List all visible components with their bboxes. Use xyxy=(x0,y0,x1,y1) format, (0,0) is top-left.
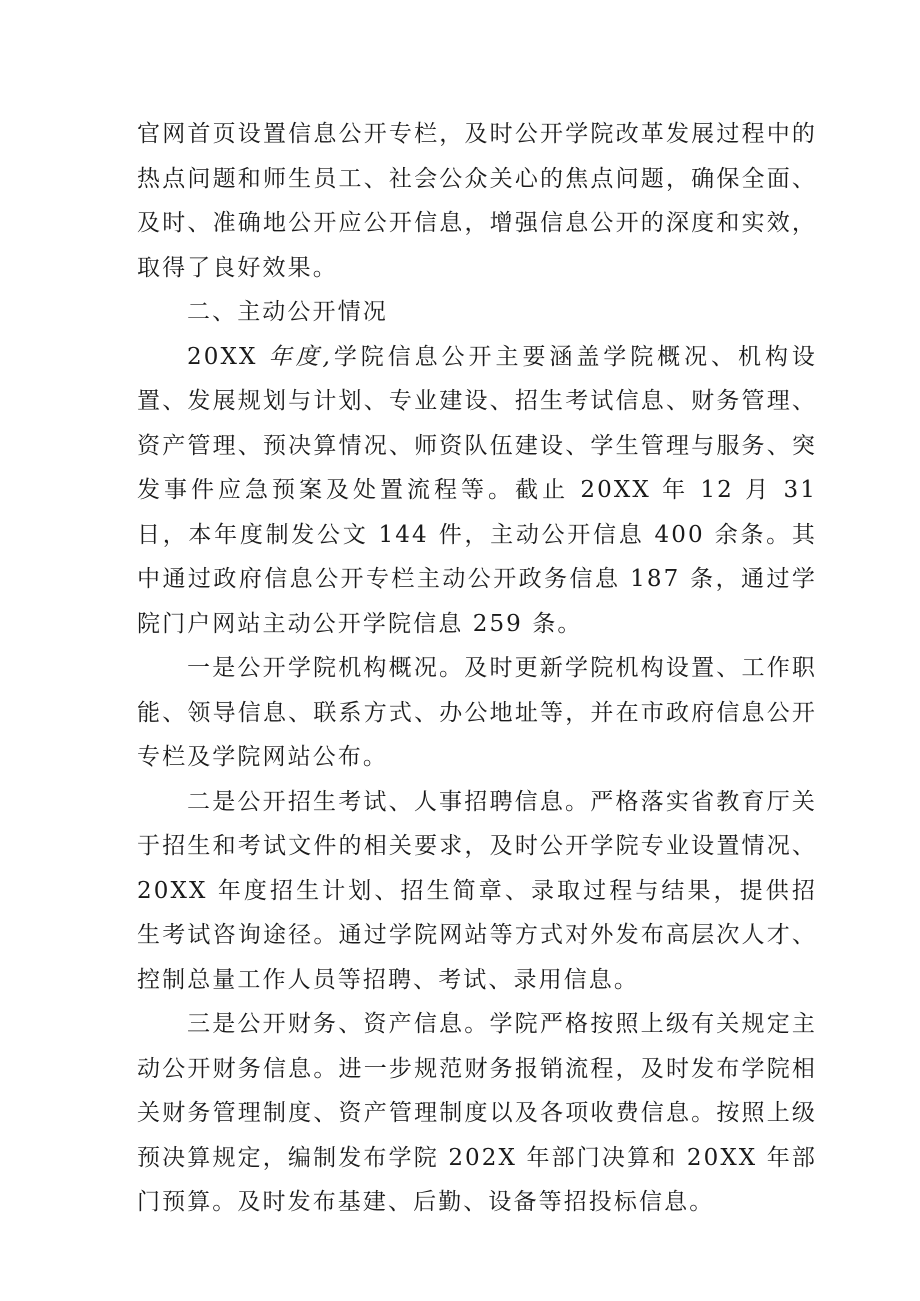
year-suffix: 年度, xyxy=(268,343,332,370)
year-prefix: 20XX xyxy=(187,343,269,370)
paragraph-annual-summary xyxy=(137,335,817,647)
paragraph-item-one: 一是公开学院机构概况。及时更新学院机构设置、工作职能、领导信息、联系方式、办公地址等，并在市政府信息公开专栏及学院网站公布。 xyxy=(137,655,817,770)
annual-summary-text: 学院信息公开主要涵盖学院概况、机构设置、发展规划与计划、专业建设、招生考试信息、财务管理、资产管理、预决算情况、师资队伍建设、学生管理与服务、突发事件应急预案及处置流程等。截止 20XX 年 12 月 31 日，本年度制发公文 144 件，主动公开信息 400 余条。其中通过政府信息公开专栏主动公开政务信息 187 条，通过学院门户网站主动公开学院信息 259 条。 xyxy=(137,343,817,637)
section-heading-proactive-disclosure: 二、主动公开情况 xyxy=(187,299,388,325)
document-body xyxy=(137,112,817,1225)
paragraph-item-two: 二是公开招生考试、人事招聘信息。严格落实省教育厅关于招生和考试文件的相关要求，及时公开学院专业设置情况、20XX 年度招生计划、招生简章、录取过程与结果，提供招生考试咨询途径。通过学院网站等方式对外发布高层次人才、控制总量工作人员等招聘、考试、录用信息。 xyxy=(137,788,817,993)
paragraph-item-three: 三是公开财务、资产信息。学院严格按照上级有关规定主动公开财务信息。进一步规范财务报销流程，及时发布学院相关财务管理制度、资产管理制度以及各项收费信息。按照上级预决算规定，编制发布学院 202X 年部门决算和 20XX 年部门预算。及时发布基建、后勤、设备等招投标信息。 xyxy=(137,1011,817,1215)
paragraph-intro-continued: 官网首页设置信息公开专栏，及时公开学院改革发展过程中的热点问题和师生员工、社会公众关心的焦点问题，确保全面、及时、准确地公开应公开信息，增强信息公开的深度和实效，取得了良好效果。 xyxy=(137,121,817,281)
